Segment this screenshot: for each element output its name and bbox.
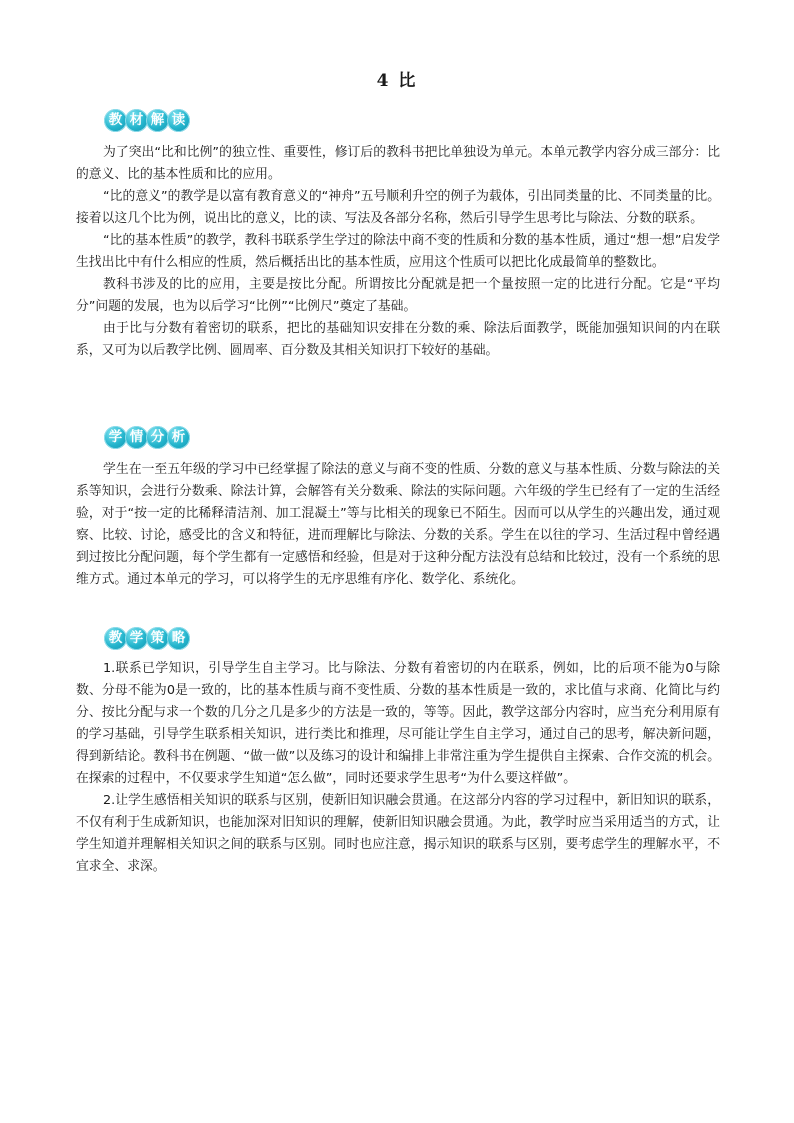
paragraph: 由于比与分数有着密切的联系，把比的基础知识安排在分数的乘、除法后面教学，既能加强知识间的内在联系，又可为以后教学比例、圆周率、百分数及其相关知识打下较好的基础。: [76, 321, 720, 358]
heading-char: 解: [146, 109, 169, 132]
heading-char: 读: [167, 109, 190, 132]
heading-char: 析: [167, 426, 190, 449]
heading-char: 略: [167, 627, 190, 650]
heading-char: 教: [104, 627, 127, 650]
paragraph: 1.联系已学知识，引导学生自主学习。比与除法、分数有着密切的内在联系，例如，比的后项不能为0与除数、分母不能为0是一致的，比的基本性质与商不变性质、分数的基本性质是一致的，求比值与求商、化简比与约分、按比分配与求一个数的几分之几是多少的方法是一致的，等等。因此，教学这部分内容时，应当充分利用原有的学习基础，引导学生联系相关知识，进行类比和推理，尽可能让学生自主学习，通过自己的思考，解决新问题，得到新结论。教科书在例题、“做一做”以及练习的设计和编排上非常注重为学生提供自主探索、合作交流的机会。在探索的过程中，不仅要求学生知道“怎么做”，同时还要求学生思考“为什么要这样做”。: [76, 661, 720, 786]
section-body-textbook-reading: [76, 142, 720, 362]
paragraph: 学生在一至五年级的学习中已经掌握了除法的意义与商不变的性质、分数的意义与基本性质、分数与除法的关系等知识，会进行分数乘、除法计算，会解答有关分数乘、除法的实际问题。六年级的学生已经有了一定的生活经验，对于“按一定的比稀释清洁剂、加工混凝土”等与比相关的现象已不陌生。因而可以从学生的兴趣出发，通过观察、比较、讨论，感受比的含义和特征，进而理解比与除法、分数的关系。学生在以往的学习、生活过程中曾经遇到过按比分配问题，每个学生都有一定感悟和经验，但是对于这种分配方法没有总结和比较过，没有一个系统的思维方式。通过本单元的学习，可以将学生的无序思维有序化、数学化、系统化。: [76, 462, 720, 587]
section-heading-teaching-strategy: [104, 627, 188, 650]
heading-char: 分: [146, 426, 169, 449]
page-title: 4 比: [376, 71, 418, 91]
paragraph: 2.让学生感悟相关知识的联系与区别，使新旧知识融会贯通。在这部分内容的学习过程中，新旧知识的联系，不仅有利于生成新知识，也能加深对旧知识的理解，使新旧知识融会贯通。为此，教学时应当采用适当的方式，让学生知道并理解相关知识之间的联系与区别。同时也应注意，揭示知识的联系与区别，要考虑学生的理解水平，不宜求全、求深。: [76, 793, 720, 874]
paragraph: 为了突出“比和比例”的独立性、重要性，修订后的教科书把比单独设为单元。本单元教学内容分成三部分：比的意义、比的基本性质和比的应用。: [76, 145, 720, 182]
paragraph: “比的基本性质”的教学，教科书联系学生学过的除法中商不变的性质和分数的基本性质，通过“想一想”启发学生找出比中有什么相应的性质，然后概括出比的基本性质，应用这个性质可以把比化成最简单的整数比。: [76, 233, 720, 270]
paragraph: “比的意义”的教学是以富有教育意义的“神舟”五号顺利升空的例子为载体，引出同类量的比、不同类量的比。接着以这几个比为例，说出比的意义，比的读、写法及各部分名称，然后引导学生思考比与除法、分数的联系。: [76, 189, 720, 226]
paragraph: 教科书涉及的比的应用，主要是按比分配。所谓按比分配就是把一个量按照一定的比进行分配。它是“平均分”问题的发展，也为以后学习“比例”“比例尺”奠定了基础。: [76, 277, 720, 314]
heading-char: 情: [125, 426, 148, 449]
heading-char: 学: [104, 426, 127, 449]
section-heading-textbook-reading: [104, 109, 188, 132]
heading-char: 材: [125, 109, 148, 132]
heading-char: 策: [146, 627, 169, 650]
heading-char: 教: [104, 109, 127, 132]
section-heading-student-analysis: [104, 426, 188, 449]
section-body-student-analysis: [76, 459, 720, 591]
section-body-teaching-strategy: [76, 658, 720, 878]
heading-char: 学: [125, 627, 148, 650]
